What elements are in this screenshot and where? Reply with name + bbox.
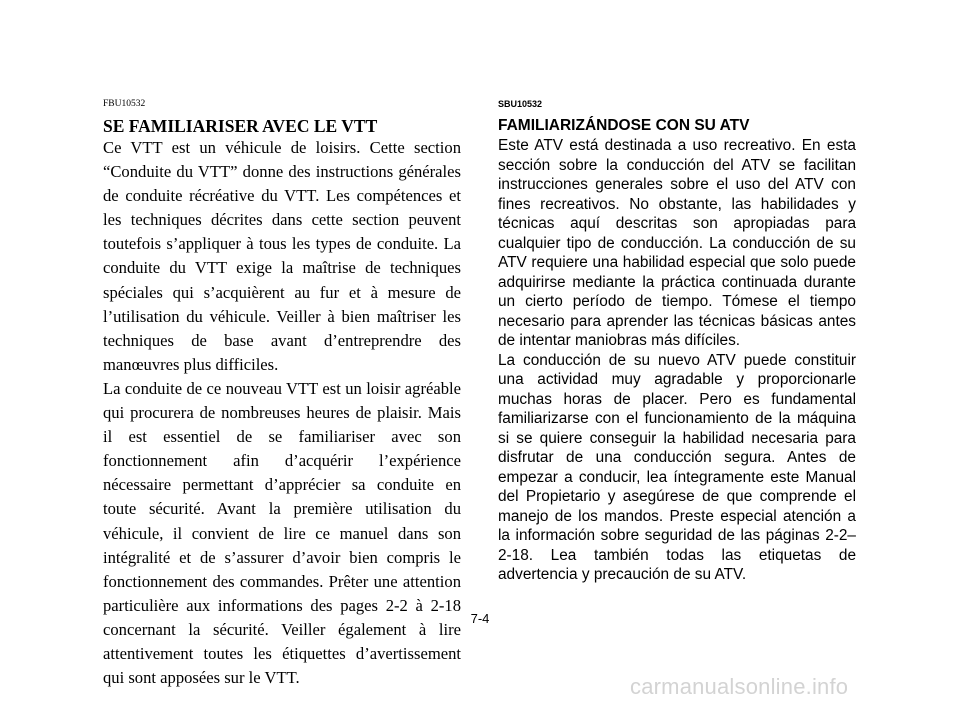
section-code: FBU10532 [103,99,146,109]
body-paragraph: La conduite de ce nouveau VTT est un loisir agréable qui procurera de nombreuses heures de plaisir. Mais il est essentiel de se familiariser avec son fonctionnement afin d’acquérir l’expérience nécessaire permettant d’apprécier sa conduite en toute sécurité. Avant la première utilisation du véhicule, il convient de lire ce manuel dans son intégralité et de s’assurer d’avoir bien compris le fonctionnement des commandes. Prêter une attention particulière aux informations des pages 2-2 à 2-18 concernant la sécurité. Veiller également à lire attentivement toutes les étiquettes d’avertissement qui sont apposées sur le VTT. [103,378,461,688]
body-paragraph: Ce VTT est un véhicule de loisirs. Cette section “Conduite du VTT” donne des instructions générales de conduite récréative du VTT. Les compétences et les techniques décrites dans cette section peuvent toutefois s’appliquer à tous les types de conduite. La conduite du VTT exige la maîtrise de techniques spéciales qui s’acquièrent au fur et à mesure de l’utilisation du véhicule. Veiller à bien maîtriser les techniques de base avant d’entreprendre des manœuvres plus difficiles. [103,138,461,374]
french-column [103,98,461,690]
watermark[interactable]: carmanualsonline.info [630,674,849,699]
spanish-column [498,98,856,585]
section-heading: SE FAMILIARISER AVEC LE VTT [103,116,378,136]
section-code: SBU10532 [498,99,543,109]
section-heading: FAMILIARIZÁNDOSE CON SU ATV [498,117,750,134]
page-number: 7-4 [470,611,490,626]
body-paragraph: La conducción de su nuevo ATV puede constituir una actividad muy agradable y proporcionarle muchas horas de placer. Pero es fundamental familiarizarse con el funcionamiento de la máquina si se quiere conseguir la habilidad necesaria para disfrutar de una conducción segura. Antes de empezar a conducir, lea íntegramente este Manual del Propietario y asegúrese de que comprende el manejo de los mandos. Preste especial atención a la información sobre seguridad de las páginas 2-2–2-18. Lea también todas las etiquetas de advertencia y precaución de su ATV. [498,351,856,583]
body-paragraph: Este ATV está destinada a uso recreativo. En esta sección sobre la conducción del ATV se facilitan instrucciones generales sobre el uso del ATV con fines recreativos. No obstante, las habilidades y técnicas aquí descritas son apropiadas para cualquier tipo de conducción. La conducción de su ATV requiere una habilidad especial que solo puede adquirirse mediante la práctica continuada durante un cierto período de tiempo. Tómese el tiempo necesario para aprender las técnicas básicas antes de intentar maniobras más difíciles. [498,137,856,349]
